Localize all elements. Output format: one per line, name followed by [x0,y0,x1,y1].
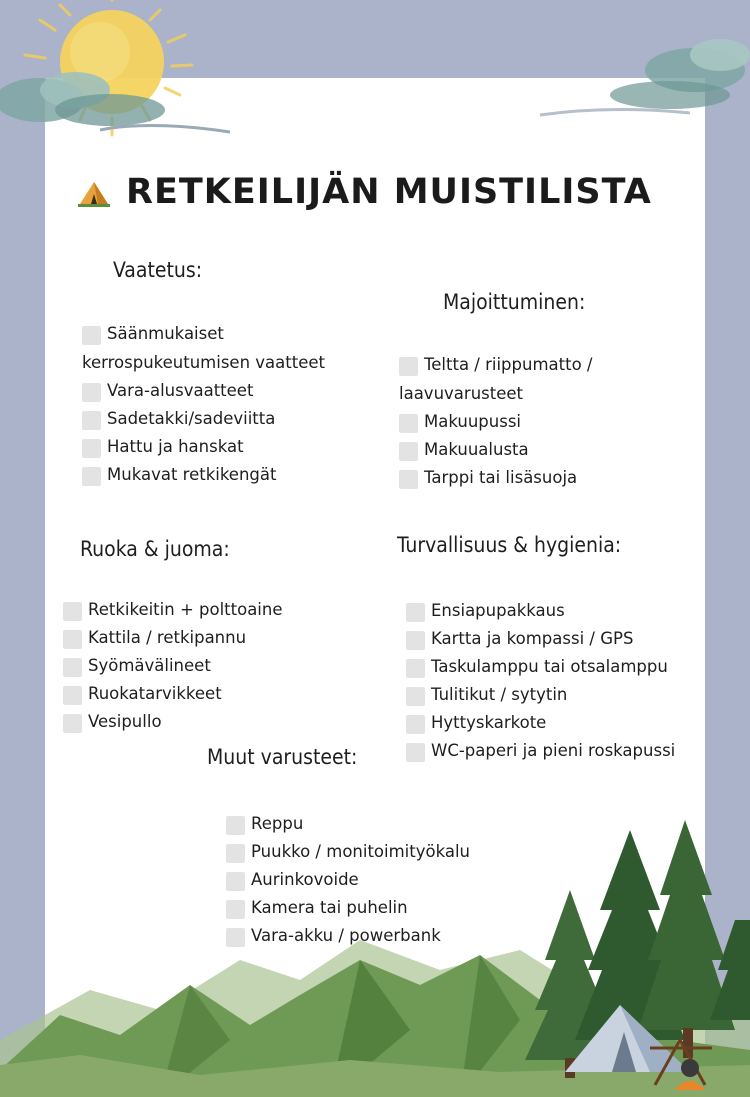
list-item[interactable]: Retkikeitin + polttoaine [63,600,283,628]
list-item[interactable]: Aurinkovoide [226,870,470,898]
list-item[interactable]: Säänmukaiset [82,324,276,381]
checkbox[interactable] [82,383,101,402]
list-item[interactable]: Makuualusta [399,440,593,468]
list-item[interactable]: Vesipullo [63,712,283,740]
checkbox[interactable] [63,630,82,649]
heading-turvallisuus: Turvallisuus & hygienia: [397,533,622,557]
list-item[interactable]: Puukko / monitoimityökalu [226,842,470,870]
list-item[interactable]: Ruokatarvikkeet [63,684,283,712]
list-item[interactable]: Kattila / retkipannu [63,628,283,656]
checkbox[interactable] [63,714,82,733]
list-ruoka [63,600,283,740]
list-item[interactable]: Kartta ja kompassi / GPS [406,629,675,657]
checkbox[interactable] [63,602,82,621]
list-item[interactable]: Teltta / riippumatto / [399,355,593,412]
checkbox[interactable] [82,467,101,486]
title-text: RETKEILIJÄN MUISTILISTA [126,172,652,212]
list-item[interactable]: Sadetakki/sadeviitta [82,409,276,437]
checkbox[interactable] [399,357,418,376]
checkbox[interactable] [63,658,82,677]
cloud-right-illustration [520,25,750,135]
list-item[interactable]: Vara-akku / powerbank [226,926,470,954]
list-item-continuation: kerrospukeutumisen vaatteet [82,353,325,372]
list-item[interactable]: Hyttyskarkote [406,713,675,741]
tent-campfire-icon [76,174,112,210]
list-item[interactable]: Kamera tai puhelin [226,898,470,926]
heading-majoittuminen: Majoittuminen: [443,290,586,314]
checkbox[interactable] [399,414,418,433]
checkbox[interactable] [82,411,101,430]
list-majoittuminen [399,355,593,496]
list-item[interactable]: Reppu [226,814,470,842]
list-item[interactable]: Hattu ja hanskat [82,437,276,465]
list-item[interactable]: Mukavat retkikengät [82,465,276,493]
cloud-left-illustration [0,60,260,150]
list-vaatetus [82,324,276,493]
list-item-continuation: laavuvarusteet [399,384,523,403]
checkbox[interactable] [406,743,425,762]
checkbox[interactable] [82,439,101,458]
page-title [76,168,696,216]
heading-muut: Muut varusteet: [207,745,358,769]
heading-ruoka: Ruoka & juoma: [80,537,230,561]
checkbox[interactable] [406,631,425,650]
list-item[interactable]: Makuupussi [399,412,593,440]
checkbox[interactable] [406,687,425,706]
checkbox[interactable] [399,470,418,489]
list-item[interactable]: Tulitikut / sytytin [406,685,675,713]
heading-vaatetus: Vaatetus: [113,258,203,282]
checkbox[interactable] [406,603,425,622]
checkbox[interactable] [82,326,101,345]
landscape-illustration [0,810,750,1097]
list-item[interactable]: Vara-alusvaatteet [82,381,276,409]
list-turvallisuus [406,601,675,769]
list-item[interactable]: Taskulamppu tai otsalamppu [406,657,675,685]
list-item[interactable]: Syömävälineet [63,656,283,684]
list-item[interactable]: WC-paperi ja pieni roskapussi [406,741,675,769]
checkbox[interactable] [63,686,82,705]
checkbox[interactable] [406,659,425,678]
checkbox[interactable] [406,715,425,734]
list-item[interactable]: Ensiapupakkaus [406,601,675,629]
list-item[interactable]: Tarppi tai lisäsuoja [399,468,593,496]
checkbox[interactable] [399,442,418,461]
